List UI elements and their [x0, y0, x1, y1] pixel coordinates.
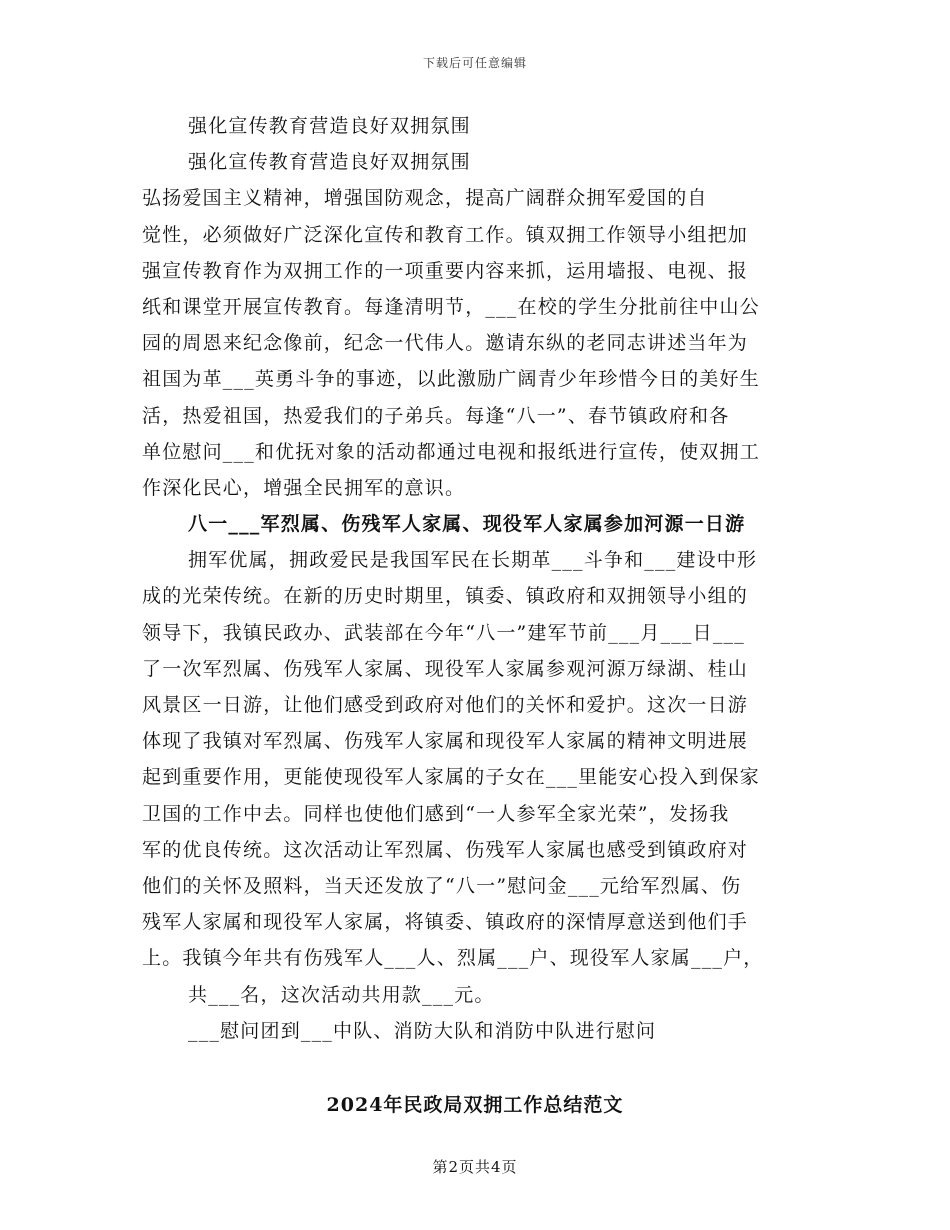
paragraph-line: 作深化民心，增强全民拥军的意识。: [142, 476, 466, 499]
paragraph-line: 祖国为革___英勇斗争的事迹，以此激励广阔青少年珍惜今日的美好生: [142, 368, 760, 391]
page-footer: 第2页共4页: [432, 1158, 518, 1176]
paragraph-line: 他们的关怀及照料，当天还发放了“八一”慰问金___元给军烈属、伤: [142, 874, 742, 897]
paragraph-line: 强化宣传教育营造良好双拥氛围: [188, 151, 471, 174]
paragraph-line: 园的周恩来纪念像前，纪念一代伟人。邀请东纵的老同志讲述当年为: [142, 332, 749, 355]
paragraph-line: 残军人家属和现役军人家属，将镇委、镇政府的深情厚意送到他们手: [142, 911, 749, 934]
paragraph-line: ___慰问团到___中队、消防大队和消防中队进行慰问: [188, 1019, 657, 1042]
paragraph-line: 强宣传教育作为双拥工作的一项重要内容来抓，运用墙报、电视、报: [142, 259, 749, 282]
paragraph-line: 上。我镇今年共有伤残军人___人、烈属___户、现役军人家属___户，: [142, 947, 764, 970]
paragraph-line: 活，热爱祖国，热爱我们的子弟兵。每逢“八一”、春节镇政府和各: [142, 404, 730, 427]
paragraph-line: 了一次军烈属、伤残军人家属、现役军人家属参观河源万绿湖、桂山: [142, 657, 749, 680]
section-heading-visit: 共___名，这次活动共用款___元。: [188, 983, 495, 1006]
paragraph-line: 纸和课堂开展宣传教育。每逢清明节，___在校的学生分批前往中山公: [142, 295, 760, 318]
paragraph-line: 弘扬爱国主义精神，增强国防观念，提高广阔群众拥军爱国的自: [142, 187, 708, 210]
paragraph-line: 军的优良传统。这次活动让军烈属、伤残军人家属也感受到镇政府对: [142, 838, 749, 861]
paragraph-line: 觉性，必须做好广泛深化宣传和教育工作。镇双拥工作领导小组把加: [142, 223, 749, 246]
paragraph-line: 体现了我镇对军烈属、伤残军人家属和现役军人家属的精神文明进展: [142, 730, 749, 753]
document-body: [142, 108, 812, 1049]
page-header: 下载后可任意编辑: [422, 56, 527, 70]
paragraph-line: 卫国的工作中去。同样也使他们感到“一人参军全家光荣”，发扬我: [142, 802, 730, 825]
section-heading-trip: 八一___军烈属、伤残军人家属、现役军人家属参加河源一日游: [188, 513, 746, 536]
document-title: 2024年民政局双拥工作总结范文: [326, 1094, 624, 1116]
paragraph-line: 风景区一日游，让他们感受到政府对他们的关怀和爱护。这次一日游: [142, 694, 749, 716]
section-heading-publicity: 强化宣传教育营造良好双拥氛围: [188, 115, 471, 137]
paragraph-line: 起到重要作用，更能使现役军人家属的子女在___里能安心投入到保家: [142, 766, 760, 789]
paragraph-line: 拥军优属，拥政爱民是我国军民在长期革___斗争和___建设中形: [188, 549, 758, 572]
paragraph-line: 领导下，我镇民政办、武装部在今年“八一”建军节前___月___日___: [142, 621, 745, 644]
paragraph-line: 成的光荣传统。在新的历史时期里，镇委、镇政府和双拥领导小组的: [142, 585, 749, 608]
paragraph-line: 单位慰问___和优抚对象的活动都通过电视和报纸进行宣传，使双拥工: [142, 440, 760, 463]
